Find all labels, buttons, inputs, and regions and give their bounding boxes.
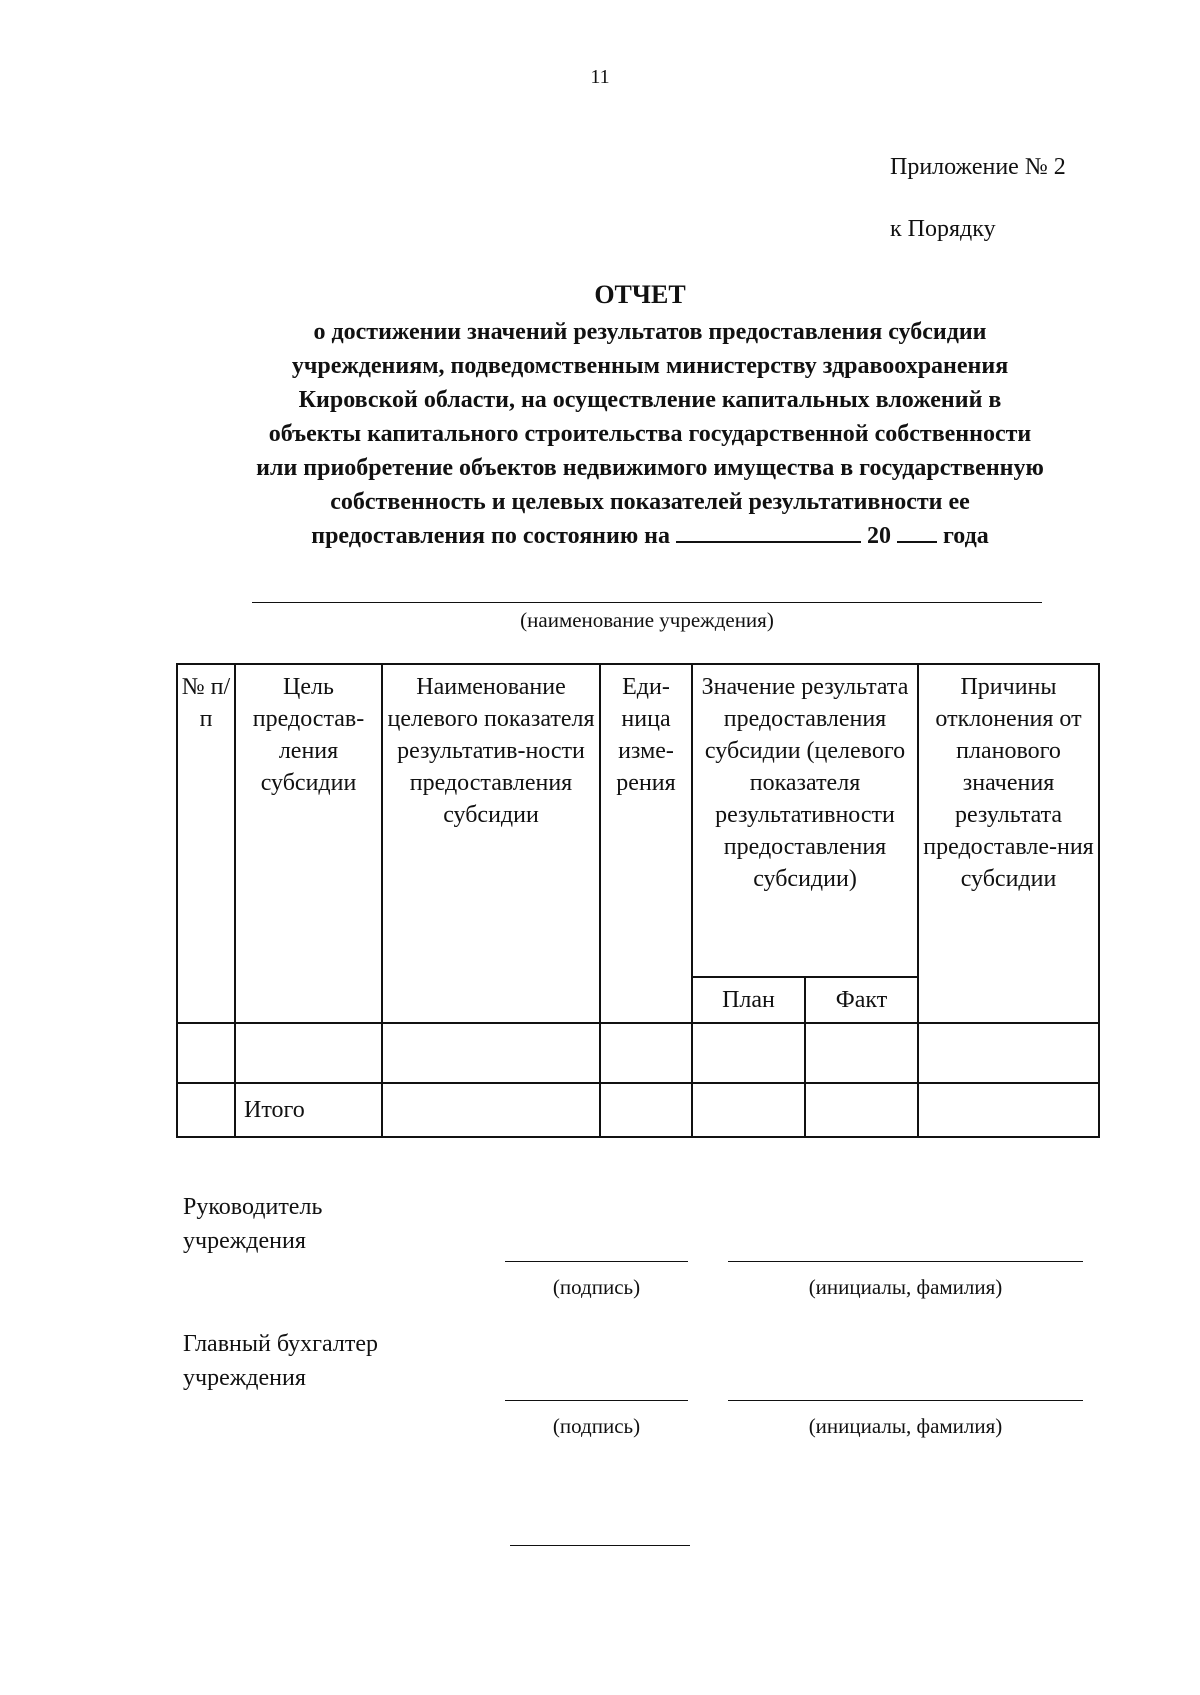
year-prefix: 20 <box>867 523 891 549</box>
subtitle-line: Кировской области, на осуществление капитальных вложений в <box>298 387 1002 413</box>
total-cell-unit[interactable] <box>600 1083 692 1137</box>
header-value: Значение результата предоставления субсидии (целевого показателя результативности предоставления субсидии) <box>692 664 918 977</box>
accountant-signature-line[interactable] <box>505 1400 688 1401</box>
cell-number[interactable] <box>177 1023 235 1083</box>
appendix-reference: к Порядку <box>890 216 996 242</box>
subtitle-line: собственность и целевых показателей результативности ее <box>330 489 970 515</box>
date-prefix: предоставления по состоянию на <box>311 523 670 549</box>
subtitle-line: учреждениям, подведомственным министерству здравоохранения <box>291 353 1009 379</box>
header-plan: План <box>692 977 805 1023</box>
header-unit: Еди-ница изме-рения <box>600 664 692 1023</box>
appendix-label: Приложение № 2 <box>890 154 1066 180</box>
year-blank[interactable] <box>897 519 937 543</box>
table-row <box>177 1023 1099 1083</box>
cell-indicator[interactable] <box>382 1023 600 1083</box>
organization-caption: (наименование учреждения) <box>520 608 774 632</box>
accountant-name-line[interactable] <box>728 1400 1083 1401</box>
total-cell-fact[interactable] <box>805 1083 918 1137</box>
cell-goal[interactable] <box>235 1023 382 1083</box>
header-indicator: Наименование целевого показателя результатив-ности предоставления субсидии <box>382 664 600 1023</box>
total-row <box>177 1083 1099 1137</box>
total-cell-indicator[interactable] <box>382 1083 600 1137</box>
cell-unit[interactable] <box>600 1023 692 1083</box>
date-suffix: года <box>943 523 989 549</box>
page-number: 11 <box>590 66 610 88</box>
total-cell-number <box>177 1083 235 1137</box>
subtitle-line: или приобретение объектов недвижимого имущества в государственную <box>256 455 1044 481</box>
head-name-line[interactable] <box>728 1261 1083 1262</box>
head-signature-line[interactable] <box>505 1261 688 1262</box>
header-goal: Цель предостав-ления субсидии <box>235 664 382 1023</box>
accountant-title-line: учреждения <box>183 1365 306 1391</box>
cell-fact[interactable] <box>805 1023 918 1083</box>
date-blank[interactable] <box>676 519 861 543</box>
total-cell-reasons[interactable] <box>918 1083 1099 1137</box>
report-table <box>176 663 1100 1138</box>
head-title-line: Руководитель <box>183 1194 323 1220</box>
header-number: № п/п <box>177 664 235 1023</box>
organization-name-line[interactable] <box>252 602 1042 603</box>
total-label: Итого <box>235 1083 382 1137</box>
subtitle-date-line <box>150 519 1150 553</box>
header-fact: Факт <box>805 977 918 1023</box>
head-signature-caption: (подпись) <box>552 1275 641 1299</box>
cell-plan[interactable] <box>692 1023 805 1083</box>
head-title-line: учреждения <box>183 1228 306 1254</box>
head-name-caption: (инициалы, фамилия) <box>808 1275 1003 1299</box>
accountant-name-caption: (инициалы, фамилия) <box>808 1414 1003 1438</box>
accountant-signature-title <box>183 1327 378 1395</box>
header-reasons: Причины отклонения от планового значения результата предоставле-ния субсидии <box>918 664 1099 1023</box>
total-cell-plan[interactable] <box>692 1083 805 1137</box>
bottom-separator <box>510 1545 690 1546</box>
accountant-signature-caption: (подпись) <box>552 1414 641 1438</box>
accountant-title-line: Главный бухгалтер <box>183 1331 378 1357</box>
subtitle-line: о достижении значений результатов предоставления субсидии <box>313 319 987 345</box>
cell-reasons[interactable] <box>918 1023 1099 1083</box>
document-title: ОТЧЕТ <box>594 280 686 309</box>
document-subtitle <box>150 315 1150 553</box>
head-signature-title <box>183 1190 322 1258</box>
subtitle-line: объекты капитального строительства государственной собственности <box>268 421 1032 447</box>
